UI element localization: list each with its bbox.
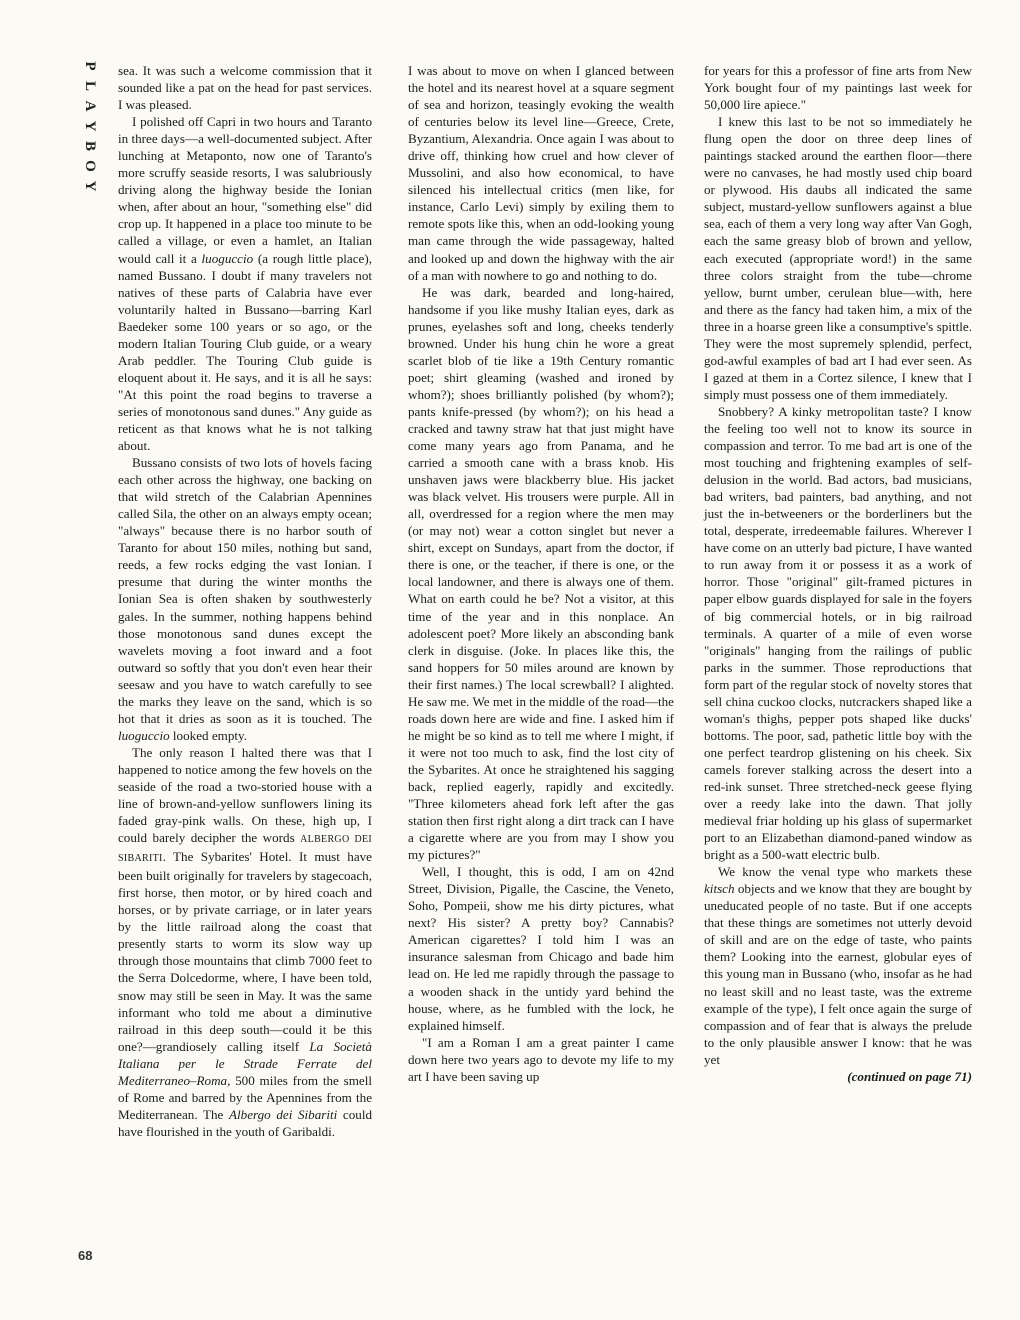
paragraph	[408, 863, 674, 1033]
text-run: "I am a Roman I am a great painter I came down here two years ago to devote my life to my art I have been saving up	[408, 1034, 674, 1084]
paragraph	[118, 113, 372, 454]
text-run: He was dark, bearded and long-haired, handsome if you like mushy Italian eyes, dark as prunes, eyelashes soft and long, cheeks tenderly browned. Under his hung chin he wore a great scarlet blob of tie like a 19th Century romantic poet; shirt gleaming (washed and ironed by whom?); shoes brilliantly polished (by whom?); pants knife-pressed (by whom?); on his head a cracked and tawny straw hat that just might have come many years ago from Panama, and he carried a smooth cane with a brass knob. His unshaven jaws were blackberry blue. His jacket was black velvet. His trousers were purple. All in all, overdressed for a region where the men may (or may not) wear a cotton singlet but never a shirt, except on Sundays, apart from the doctor, if there is one, or the teacher, if there is one, or the local landowner, and there is always one of them. What on earth could he be? Not a visitor, at this time of the year and in this nonplace. An adolescent poet? More likely an absconding bank clerk in disguise. (Joke. In places like this, the sand hoppers for 50 miles around are known by their first names.) The local screwball? I alighted. He saw me. We met in the middle of the road—the roads down here are wide and fine. I asked him if he might be so kind as to tell me where I might, if it were not too much to ask, find the lost city of the Sybarites. At once he straightened his sagging back, replied eagerly, rapidly and excitedly. "Three kilometers ahead fork left after the gas station then first right along a dirt track can I have a cigarette where are you from may I show you my pictures?"	[408, 284, 674, 863]
text-run: could have flourished in the youth of Garibaldi.	[118, 1106, 373, 1139]
column-3	[704, 62, 972, 1085]
text-run: 500 miles from the smell of Rome and barred by the Apennines from the Mediterranean. The	[118, 1072, 372, 1122]
running-head-letter: B	[82, 140, 98, 151]
text-run: (a rough little place), named Bussano. I doubt if many travelers not natives of these parts of Calabria have ever voluntarily halted in Bussano—barring Karl Baedeker some 100 years or so ago, or the modern Italian Touring Club guide, or a weary Arab peddler. The Touring Club guide is eloquent about it. He says, and it is all he says: "At this point the road begins to traverse a series of monotonous sand dunes." Any guide as reticent as that knows what he is not talking about.	[118, 250, 372, 454]
text-run: I was about to move on when I glanced between the hotel and its nearest hovel at a square segment of sea and horizon, teasingly evoking the wealth of centuries below its level line—Greece, Crete, Byzantium, Alexandria. Once again I was about to drive off, thinking how cruel and how clever of Mussolini, and also how economical, to have silenced his intellectual critics (men like, for instance, Carlo Levi) simply by exiling them to remote spots like this, when an odd-looking young man came through the wide passageway, halted and looked up and down the highway with the air of a man with nowhere to go and nothing to do.	[408, 63, 674, 283]
running-head-letter: P	[82, 61, 98, 71]
text-run: I knew this last to be not so immediately he flung open the door on three deep lines of paintings stacked around the earthen floor—there were no canvases, he had mostly used chip board or plywood. His daubs all indicated the same subject, mustard-yellow sunflowers against a blue sea, each of them a very long way after Van Gogh, each the same greasy blob of brown and yellow, each executed (appropriate word!) in the same three colors straight from the tube—chrome yellow, burnt umber, cerulean blue—with, here and there as the fancy had taken him, a mix of the three in a hoarse green like a consumptive's spittle. They were the most supremely splendid, perfect, god-awful examples of bad art I had ever seen. As I gazed at them in a Cortez silence, I knew that I simply must possess one of them immediately.	[704, 114, 972, 402]
paragraph	[118, 62, 372, 113]
text-run: Snobbery? A kinky metropolitan taste? I know the feeling too well not to know its source in compassion and terror. To me bad art is one of the most touching and frightening examples of self-delusion in the world. Bad actors, bad musicians, bad writers, bad painters, bad anything, and not just the in-betweeners or the borderliners but the total, desperate, irredeemable failures. Wherever I have come on an utterly bad picture, I have wanted to run away from it or possess it as a work of horror. Those "original" gilt-framed pictures in paper elbow guards displayed for sale in the foyers of big commercial hotels, or in big railroad terminals. A quarter of a mile of even worse "originals" hanging from the railings of public parks in the summer. Those reproductions that form part of the regular stock of novelty stores that sell china cuckoo clocks, nutcrackers shaped like a woman's thighs, pepper pots shaped like ducks' bottoms. The poor, sad, pathetic little boy with the one perfect teardrop glistening on his cheek. Six camels forever stalking across the desert into a red-ink sunset. Three stretched-neck geese flying over a reedy lake into the dawn. That jolly medieval friar holding up his glass of supermarket port to an Elizabethan diamond-paned window as bright as a 500-watt electric bulb.	[704, 403, 972, 863]
text-run: sea. It was such a welcome commission that it sounded like a pat on the head for past services. I was pleased.	[118, 63, 372, 113]
column-1	[118, 62, 372, 1140]
text-run: looked empty.	[169, 727, 247, 743]
paragraph	[118, 454, 372, 744]
running-head-letter: L	[82, 80, 98, 91]
column-2	[408, 62, 674, 1085]
paragraph	[704, 62, 972, 113]
continued-note: (continued on page 71)	[847, 1068, 972, 1084]
text-run: objects and we know that they are bought by uneducated people of no taste. But if one accepts that these things are sometimes not utterly devoid of skill and are on the edge of taste, who paints them? Looking into the earnest, globular eyes of this young man in Bussano (who, insofar as he had no least skill and no least taste, was the extreme example of the type), I felt once again the surge of compassion and of fear that is always the prelude to the only plausible answer I know: that he was yet	[704, 881, 972, 1067]
text-run: . The Sybarites' Hotel. It must have been built originally for travelers by stagecoach, first horse, then motor, or by hired coach and horses, or by private carriage, or in later years by the little railroad along the coast that presently starts to worm its slow way up through those mountains that climb 7000 feet to the Serra Dolcedorme, where, I have been told, snow may still be seen in May. It was the same informant who told me about a diminutive railroad in this deep south—could it be this one?—grandiosely calling itself	[118, 849, 372, 1054]
italic-text: luoguccio	[118, 727, 170, 743]
text-run: for years for this a professor of fine arts from New York bought four of my paintings last week for 50,000 lire apiece."	[704, 63, 972, 113]
running-head-letter: A	[82, 100, 98, 112]
text-run: Well, I thought, this is odd, I am on 42nd Street, Division, Pigalle, the Cascine, the Veneto, Soho, Pompeii, show me his dirty pictures, what next? His sister? A pretty boy? Cannabis? American cigarettes? I told him I was an insurance salesman from Chicago and bade him lead on. He led me rapidly through the passage to a wooden shack in the untidy yard behind the house, where, as he fumbled with the lock, he explained himself.	[408, 864, 674, 1033]
paragraph	[704, 113, 972, 403]
text-run: The only reason I halted there was that I happened to notice among the few hovels on the seaside of the road a two-storied house with a line of brown-and-yellow sunflowers lining its faded gray-pink walls. On these, high up, I could barely decipher the words	[118, 744, 372, 846]
italic-text: Albergo dei Sibariti	[229, 1106, 338, 1122]
paragraph	[408, 62, 674, 284]
italic-text: La Società Italiana per le Strade Ferrate del Mediterraneo–Roma,	[118, 1038, 372, 1088]
page-number: 68	[78, 1248, 93, 1263]
running-head-letter: Y	[82, 120, 98, 132]
text-run: I polished off Capri in two hours and Taranto in three days—a well-documented subject. After lunching at Metaponto, now one of Taranto's more scruffy seaside resorts, I was salubriously driving along the highway beside the Ionian when, after about an hour, "something else" did crop up. It happened in a place too minute to be called a village, or even a hamlet, an Italian would call it a	[118, 114, 372, 266]
running-head-letter: O	[82, 160, 98, 172]
paragraph	[704, 403, 972, 863]
running-head-letter: Y	[82, 180, 98, 192]
paragraph	[118, 744, 372, 1140]
paragraph	[408, 284, 674, 864]
italic-text: luoguccio	[201, 250, 254, 266]
running-head	[82, 56, 98, 196]
text-run: We know the venal type who markets these	[718, 864, 972, 880]
paragraph	[704, 863, 972, 1068]
small-caps-text: ALBERGO DEI SIBARITI	[118, 834, 372, 865]
paragraph	[408, 1034, 674, 1085]
italic-text: kitsch	[704, 881, 735, 897]
text-run: Bussano consists of two lots of hovels facing each other across the highway, one backing on that wild stretch of the Calabrian Apennines called Sila, the other on an always empty ocean; "always" because there is no harbor south of Taranto for about 150 miles, nothing but sand, reeds, a few rocks edging the vast Ionian. I presume that during the winter months the Ionian Sea is often shaken by southwesterly gales. In the summer, nothing happens behind those monotonous sand dunes except the wavelets moving a foot inward and a foot outward so softly that you don't even hear their seesaw and you have to watch carefully to see the marks they leave on the sand, which is so hot that it dries as soon as it is touched. The	[118, 455, 372, 726]
